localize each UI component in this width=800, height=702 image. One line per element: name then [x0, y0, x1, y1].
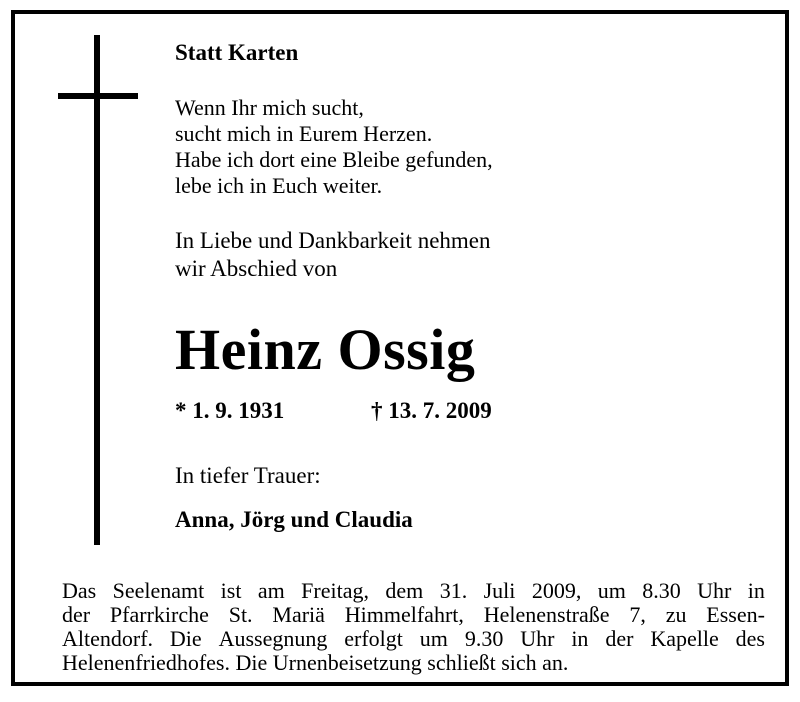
notice-word: Uhr: [520, 626, 555, 651]
notice-word: 31.: [439, 578, 468, 603]
notice-word: Helenenstraße: [483, 602, 610, 627]
notice-word: der: [605, 626, 634, 651]
intro-line: wir Abschied von: [175, 256, 338, 281]
notice-line: [62, 627, 765, 651]
death-date: † 13. 7. 2009: [371, 398, 492, 423]
notice-word: Aussegnung: [218, 626, 328, 651]
notice-word: Uhr: [697, 578, 732, 603]
notice-line: [62, 603, 765, 627]
family-names: Anna, Jörg und Claudia: [175, 507, 413, 532]
notice-word: Himmelfahrt,: [344, 602, 464, 627]
intro-line: In Liebe und Dankbarkeit nehmen: [175, 228, 491, 253]
service-notice: [62, 579, 765, 675]
notice-word: 8.30: [642, 578, 681, 603]
notice-word: St.: [228, 602, 253, 627]
poem-line: sucht mich in Eurem Herzen.: [175, 121, 433, 146]
obituary-frame: [11, 10, 789, 686]
header-text: Statt Karten: [175, 40, 299, 65]
mourning-label: In tiefer Trauer:: [175, 463, 321, 488]
poem: [175, 95, 493, 199]
notice-word: Altendorf.: [62, 626, 154, 651]
notice-word: um: [597, 578, 626, 603]
poem-line: Wenn Ihr mich sucht,: [175, 95, 364, 120]
notice-word: 9.30: [464, 626, 504, 651]
notice-word: Freitag,: [301, 578, 369, 603]
notice-word: Seelenamt: [112, 578, 205, 603]
cross-icon: [94, 35, 100, 545]
notice-word: Das: [62, 578, 97, 603]
notice-word: erfolgt: [344, 626, 403, 651]
notice-word: am: [257, 578, 285, 603]
poem-line: lebe ich in Euch weiter.: [175, 173, 383, 198]
cross-icon-bar: [58, 93, 138, 99]
notice-word: Mariä: [272, 602, 325, 627]
notice-word: Die: [169, 626, 202, 651]
notice-word: in: [571, 626, 589, 651]
notice-word: um: [419, 626, 448, 651]
birth-date: * 1. 9. 1931: [175, 398, 285, 423]
notice-word: Juli: [483, 578, 516, 603]
notice-word: dem: [385, 578, 424, 603]
intro-text: [175, 227, 491, 283]
notice-word: Pfarrkirche: [109, 602, 209, 627]
notice-word: Essen-: [706, 602, 765, 627]
notice-word: 2009,: [531, 578, 582, 603]
notice-word: ist: [220, 578, 242, 603]
notice-word: des: [735, 626, 765, 651]
notice-word: zu: [665, 602, 687, 627]
notice-word: Helenenfriedhofes. Die Urnenbeisetzung schließt sich an.: [62, 650, 569, 675]
notice-line: [62, 651, 765, 675]
poem-line: Habe ich dort eine Bleibe gefunden,: [175, 147, 493, 172]
notice-word: 7,: [629, 602, 646, 627]
notice-word: Kapelle: [650, 626, 719, 651]
notice-line: [62, 579, 765, 603]
deceased-name: Heinz Ossig: [175, 317, 476, 382]
notice-word: in: [747, 578, 765, 603]
notice-word: der: [62, 602, 91, 627]
